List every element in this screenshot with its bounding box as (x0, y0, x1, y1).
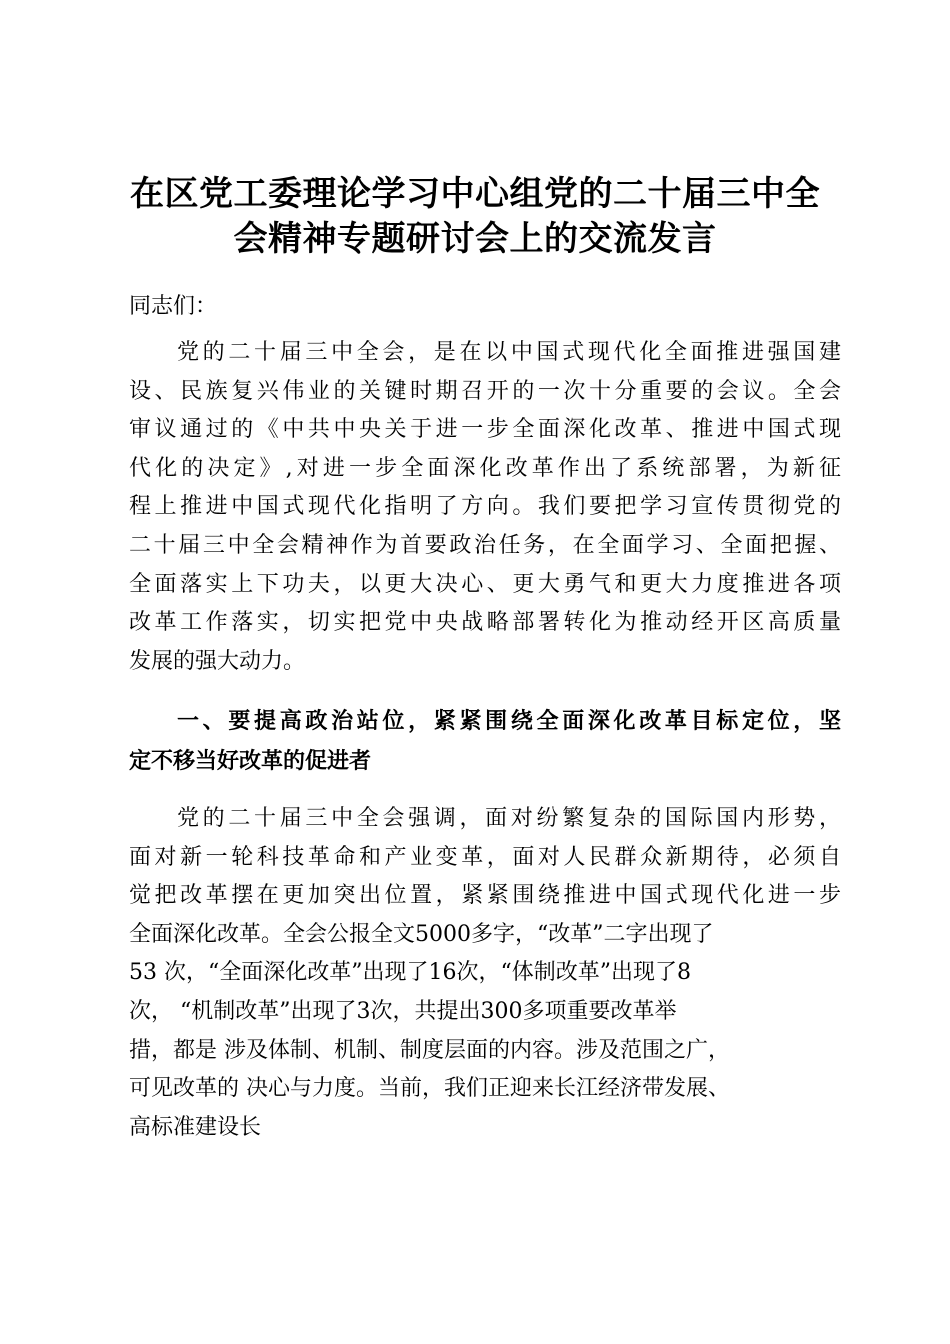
paragraph-line: 措，都是 涉及体制、机制、制度层面的内容。涉及范围之广， (129, 1037, 730, 1063)
paragraph-line: 次， “机制改革”出现了3次，共提出300多项重要改革举 (129, 998, 677, 1024)
paragraph-intro (129, 334, 841, 681)
paragraph-line: 发展的强大动力。 (129, 648, 306, 674)
paragraph-line: 全面落实上下功夫，以更大决心、更大勇气和更大力度推进各项 (129, 571, 841, 597)
section-heading-1 (129, 702, 841, 782)
paragraph-reform (129, 800, 841, 1147)
title-line: 会精神专题研讨会上的交流发言 (233, 219, 717, 259)
paragraph-line: 党的二十届三中全会，是在以中国式现代化全面推进强国建 (177, 340, 841, 365)
paragraph-line: 审议通过的《中共中央关于进一步全面深化改革、推进中国式现 (129, 417, 841, 443)
paragraph-line: 改革工作落实，切实把党中央战略部署转化为推动经开区高质量 (129, 610, 841, 636)
title-line: 在区党工委理论学习中心组党的二十届三中全 (130, 174, 820, 214)
paragraph-line: 设、民族复兴伟业的关键时期召开的一次十分重要的会议。全会 (129, 378, 841, 404)
paragraph-line: 全面深化改革。全会公报全文5000多字，“改革”二字出现了 (129, 921, 714, 947)
salutation: 同志们： (129, 294, 218, 319)
paragraph-line: 觉把改革摆在更加突出位置，紧紧围绕推进中国式现代化进一步 (129, 883, 841, 909)
paragraph-line: 53 次，“全面深化改革”出现了16次，“体制改革”出现了8 (129, 960, 691, 986)
heading-line: 定不移当好改革的促进者 (129, 749, 372, 774)
paragraph-line: 高标准建设长 (129, 1114, 262, 1140)
paragraph-line: 面对新一轮科技革命和产业变革，面对人民群众新期待，必须自 (129, 844, 841, 870)
paragraph-line: 程上推进中国式现代化指明了方向。我们要把学习宣传贯彻党的 (129, 494, 841, 520)
heading-line: 一、要提高政治站位，紧紧围绕全面深化改革目标定位，坚 (177, 709, 841, 734)
paragraph-line: 党的二十届三中全会强调，面对纷繁复杂的国际国内形势， (177, 806, 841, 831)
paragraph-line: 可见改革的 决心与力度。当前，我们正迎来长江经济带发展、 (129, 1076, 730, 1102)
paragraph-line: 二十届三中全会精神作为首要政治任务，在全面学习、全面把握、 (129, 532, 841, 558)
document-title (100, 172, 850, 262)
paragraph-line: 代化的决定》,对进一步全面深化改革作出了系统部署，为新征 (129, 455, 841, 481)
